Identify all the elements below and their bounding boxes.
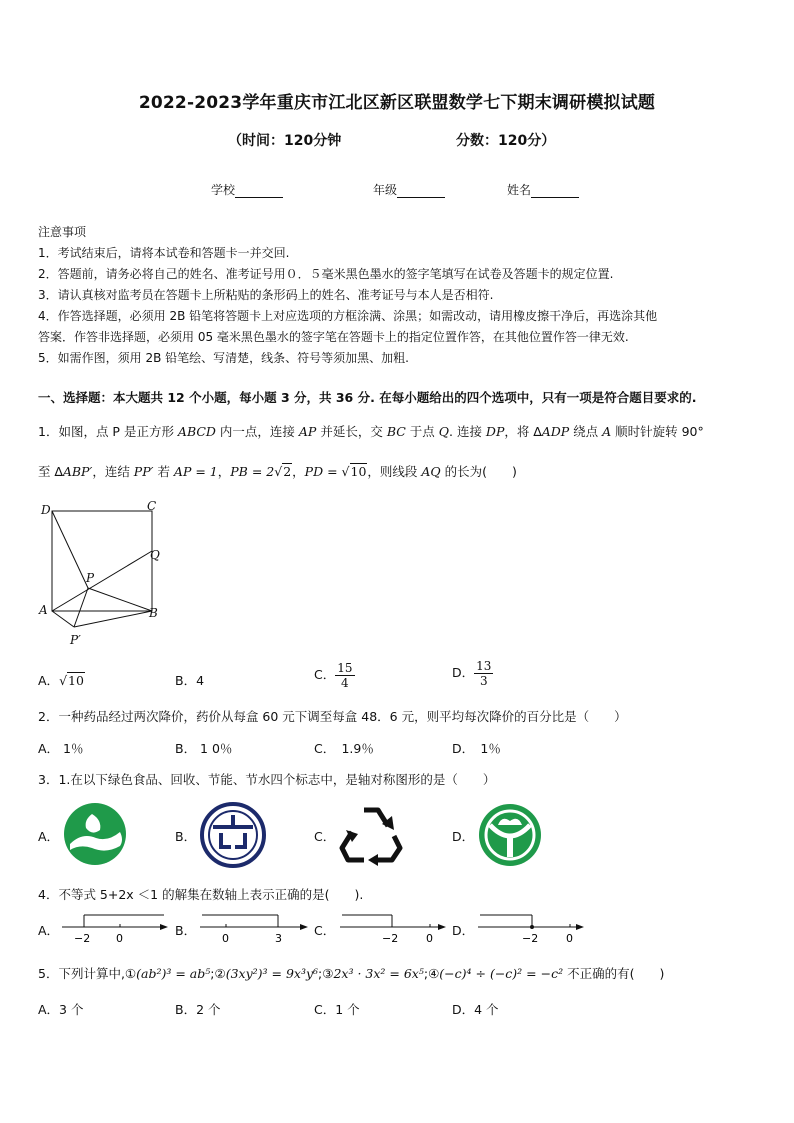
- grade-blank: [397, 185, 445, 198]
- q2-option-d[interactable]: D． 1％: [452, 741, 501, 756]
- q1-geometry-figure: [36, 500, 176, 652]
- q5-option-b[interactable]: B．2 个: [175, 1002, 221, 1017]
- name-blank: [531, 185, 579, 198]
- svg-text:0: 0: [116, 932, 123, 945]
- q2-option-b[interactable]: B． 1 0％: [175, 741, 233, 756]
- notes-block: [38, 222, 760, 369]
- page-title: 2022-2023学年重庆市江北区新区联盟数学七下期末调研模拟试题: [138, 93, 656, 113]
- exam-time: （时间：120分钟: [228, 133, 342, 149]
- segment-ap2: [52, 611, 74, 627]
- note-item: 答案．作答非选择题，必须用 05 毫米黑色墨水的签字笔在答题卡上的指定位置作答，在其他位置作答一律无效.: [38, 330, 629, 344]
- svg-text:−2: −2: [382, 932, 399, 945]
- q3-text: 3．1.在以下绿色食品、回收、节能、节水四个标志中，是轴对称图形的是（ ）: [38, 772, 496, 787]
- q4-text: 4．不等式 5+2x ＜1 的解集在数轴上表示正确的是( ).: [38, 887, 364, 902]
- segment-aq: [52, 551, 152, 611]
- svg-text:−2: −2: [74, 932, 91, 945]
- label-d: D: [41, 503, 51, 517]
- segment-dp: [52, 511, 88, 588]
- q1-option-b[interactable]: B．4: [175, 673, 205, 688]
- square-abcd: [52, 511, 152, 611]
- note-item: 3．请认真核对监考员在答题卡上所粘贴的条形码上的姓名、准考证号与本人是否相符.: [38, 288, 494, 302]
- energy-saving-logo-icon: [476, 801, 544, 869]
- segment-p2b: [74, 611, 152, 627]
- q5-option-a[interactable]: A．3 个: [38, 1002, 84, 1017]
- label-p: P: [86, 571, 95, 585]
- exam-score: 分数：120分）: [456, 133, 556, 149]
- grade-label: 年级: [373, 183, 398, 197]
- green-food-logo-icon: [62, 802, 128, 866]
- q4-number-line-a: [60, 909, 170, 945]
- recycle-circle-logo-icon: [199, 801, 267, 869]
- note-item: 2．答题前，请务必将自己的姓名、准考证号用０．５毫米黑色墨水的签字笔填写在试卷及答题卡的规定位置.: [38, 267, 614, 281]
- q1-line2: 至 ∆ABP′，连结 PP′ 若 AP = 1，PB = 2√2，PD = √10，则线段 AQ 的长为( ): [38, 464, 517, 479]
- svg-text:3: 3: [275, 932, 282, 945]
- q4-option-d[interactable]: D．: [452, 923, 475, 938]
- q5-option-d[interactable]: D．4 个: [452, 1002, 499, 1017]
- school-label: 学校: [211, 183, 236, 197]
- q4-option-c[interactable]: C．: [314, 923, 336, 938]
- q4-option-b[interactable]: B．: [175, 923, 197, 938]
- q1-option-a[interactable]: A．√10: [38, 673, 84, 688]
- q5-option-c[interactable]: C．1 个: [314, 1002, 360, 1017]
- section-heading: 一、选择题：本大题共 12 个小题，每小题 3 分，共 36 分. 在每小题给出的四个选项中，只有一项是符合题目要求的.: [38, 390, 697, 405]
- svg-text:0: 0: [222, 932, 229, 945]
- q4-number-line-c: [338, 909, 450, 945]
- q1-line1: 1．如图，点 P 是正方形 ABCD 内一点，连接 AP 并延长，交 BC 于点 Q. 连接 DP，将 ∆ADP 绕点 A 顺时针旋转 90°: [38, 424, 704, 439]
- name-label: 姓名: [507, 183, 532, 197]
- notes-heading: 注意事项: [38, 225, 87, 239]
- note-item: 4．作答选择题，必须用 2B 铅笔将答题卡上对应选项的方框涂满、涂黑；如需改动，请用橡皮擦干净后，再选涂其他: [38, 309, 658, 323]
- grade-field: [373, 181, 445, 198]
- recycle-arrows-icon: [338, 802, 406, 866]
- note-item: 5．如需作图，须用 2B 铅笔绘、写清楚，线条、符号等须加黑、加粗.: [38, 351, 409, 365]
- q1-option-c[interactable]: C． $\frac{15}{4}$: [314, 661, 353, 690]
- q4-option-a[interactable]: A．: [38, 923, 60, 938]
- label-c: C: [147, 500, 157, 513]
- q4-number-line-b: [198, 909, 310, 945]
- label-b: B: [149, 606, 158, 620]
- svg-text:0: 0: [426, 932, 433, 945]
- q3-option-c[interactable]: C．: [314, 829, 336, 844]
- svg-text:−2: −2: [522, 932, 539, 945]
- note-item: 1．考试结束后，请将本试卷和答题卡一并交回.: [38, 246, 290, 260]
- q3-option-a[interactable]: A．: [38, 829, 60, 844]
- q2-text: 2．一种药品经过两次降价，药价从每盒 60 元下调至每盒 48．6 元，则平均每次降价的百分比是（ ）: [38, 709, 627, 724]
- q3-option-b[interactable]: B．: [175, 829, 197, 844]
- name-field: [507, 181, 579, 198]
- school-field: [211, 181, 283, 198]
- q2-option-a[interactable]: A． 1％: [38, 741, 84, 756]
- q5-text: 5．下列计算中,①(ab²)³ = ab⁵;②(3xy²)³ = 9x³y⁶;③2x³ · 3x² = 6x⁵;④(−c)⁴ ÷ (−c)² = −c² 不正确的有( ): [38, 966, 665, 981]
- q3-option-d[interactable]: D．: [452, 829, 475, 844]
- label-p-prime: P′: [70, 633, 81, 647]
- q2-option-c[interactable]: C． 1.9％: [314, 741, 374, 756]
- label-a: A: [39, 603, 48, 617]
- svg-text:0: 0: [566, 932, 573, 945]
- q4-number-line-d: [476, 909, 588, 945]
- label-q: Q: [150, 548, 160, 562]
- q1-option-d[interactable]: D． $\frac{13}{3}$: [452, 659, 492, 688]
- school-blank: [235, 185, 283, 198]
- segment-pb: [88, 588, 152, 611]
